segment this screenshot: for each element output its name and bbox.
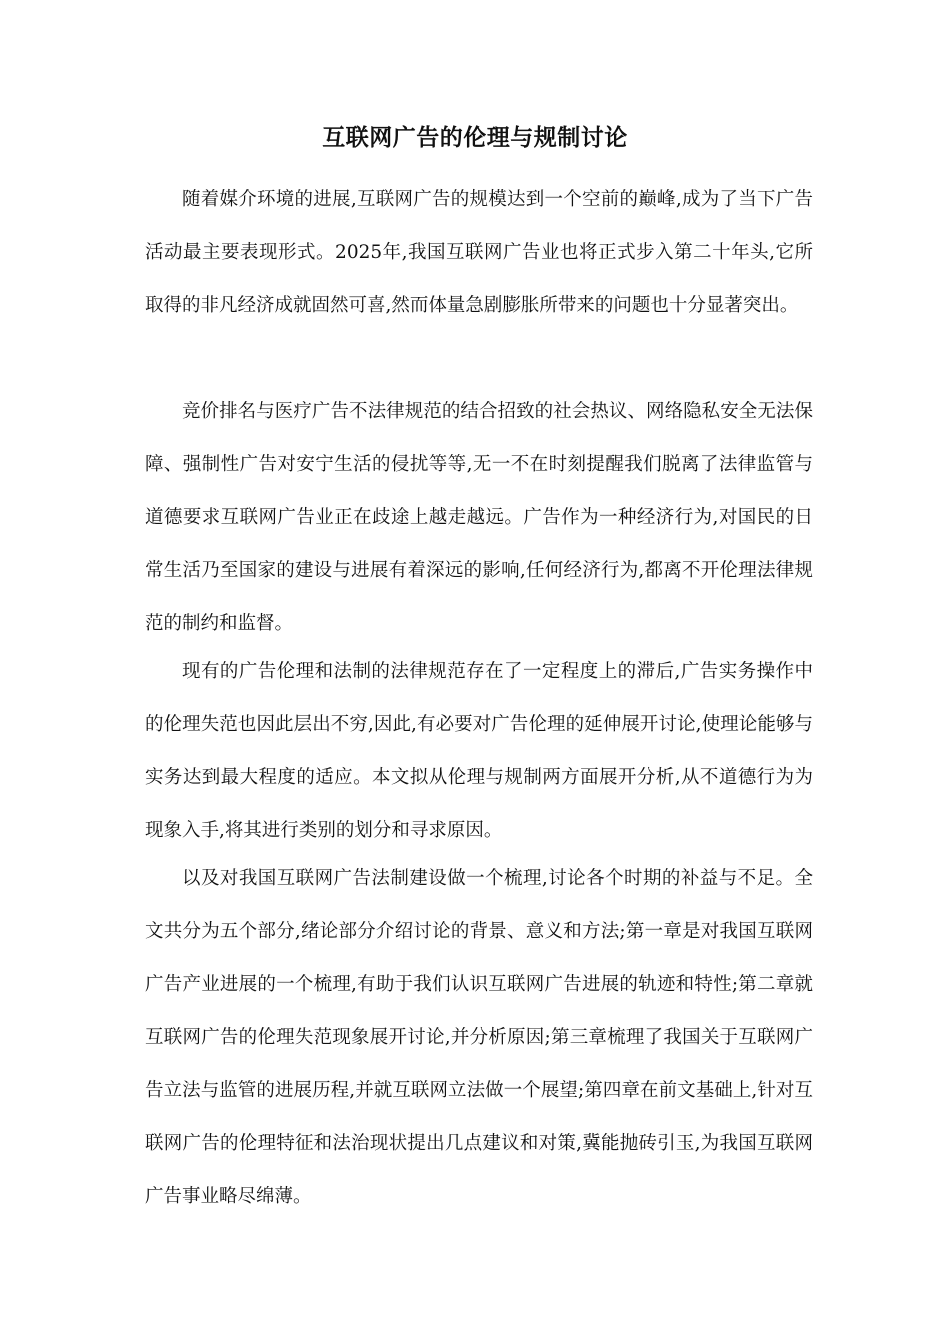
paragraph-4: 以及对我国互联网广告法制建设做一个梳理,讨论各个时期的补益与不足。全文共分为五个部分,绪论部分介绍讨论的背景、意义和方法;第一章是对我国互联网广告产业进展的一个梳理,有助于我们认识互联网广告进展的轨迹和特性;第二章就互联网广告的伦理失范现象展开讨论,并分析原因;第三章梳理了我国关于互联网广告立法与监管的进展历程,并就互联网立法做一个展望;第四章在前文基础上,针对互联网广告的伦理特征和法治现状提出几点建议和对策,冀能抛砖引玉,为我国互联网广告事业略尽绵薄。 [145,868,813,1207]
paragraph-1: 随着媒介环境的进展,互联网广告的规模达到一个空前的巅峰,成为了当下广告活动最主要表现形式。2025年,我国互联网广告业也将正式步入第二十年头,它所取得的非凡经济成就固然可喜,然而体量急剧膨胀所带来的问题也十分显著突出。 [145,189,813,316]
document-title: 互联网广告的伦理与规制讨论 [322,125,628,151]
paragraph-2: 竞价排名与医疗广告不法律规范的结合招致的社会热议、网络隐私安全无法保障、强制性广告对安宁生活的侵扰等等,无一不在时刻提醒我们脱离了法律监管与道德要求互联网广告业正在歧途上越走越远。广告作为一种经济行为,对国民的日常生活乃至国家的建设与进展有着深远的影响,任何经济行为,都离不开伦理法律规范的制约和监督。 [145,401,813,634]
paragraph-3: 现有的广告伦理和法制的法律规范存在了一定程度上的滞后,广告实务操作中的伦理失范也因此层出不穷,因此,有必要对广告伦理的延伸展开讨论,使理论能够与实务达到最大程度的适应。本文拟从伦理与规制两方面展开分析,从不道德行为为现象入手,将其进行类别的划分和寻求原因。 [145,661,813,841]
